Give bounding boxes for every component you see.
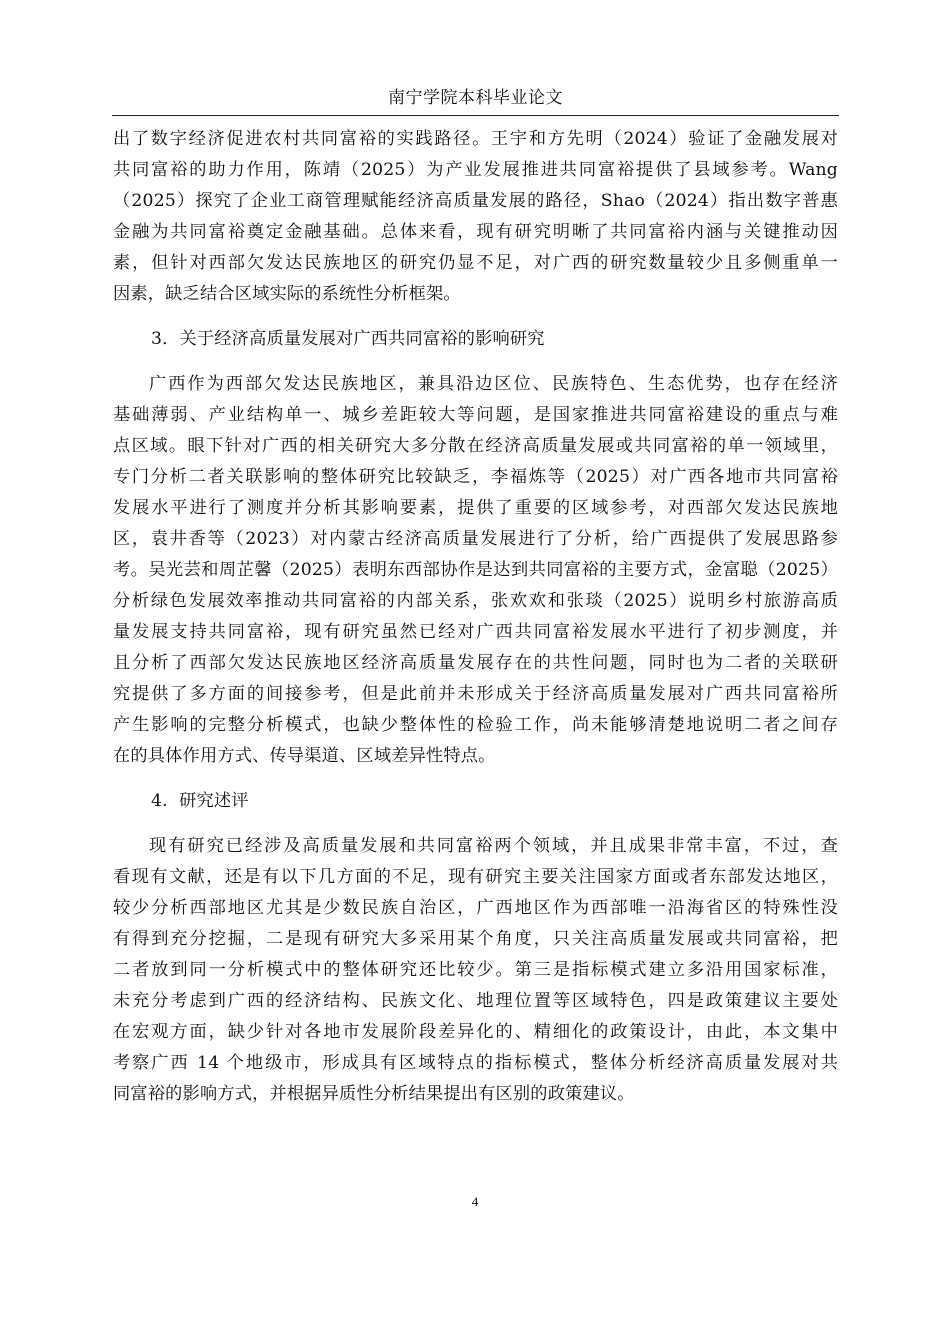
paragraph-line: 专门分析二者关联影响的整体研究比较缺乏，李福炼等（2025）对广西各地市共同富裕 [113, 467, 838, 487]
paragraph-line: 现有研究已经涉及高质量发展和共同富裕两个领域，并且成果非常丰富，不过，查 [149, 836, 838, 856]
paragraph-line: 点区域。眼下针对广西的相关研究大多分散在经济高质量发展或共同富裕的单一领域里， [113, 436, 838, 456]
paragraph-line: 素，但针对西部欠发达民族地区的研究仍显不足，对广西的研究数量较少且多侧重单一 [113, 253, 838, 273]
paragraph-line: （2025）探究了企业工商管理赋能经济高质量发展的路径，Shao（2024）指出数字普惠 [113, 191, 838, 211]
paragraph-line: 共同富裕的助力作用，陈靖（2025）为产业发展推进共同富裕提供了县域参考。Wang [113, 160, 838, 180]
paragraph-line: 有得到充分挖掘，二是现有研究大多采用某个角度，只关注高质量发展或共同富裕，把 [113, 929, 838, 949]
paragraph-line: 较少分析西部地区尤其是少数民族自治区，广西地区作为西部唯一沿海省区的特殊性没 [113, 898, 838, 918]
paragraph-line: 发展水平进行了测度并分析其影响要素，提供了重要的区域参考，对西部欠发达民族地 [113, 498, 838, 518]
paragraph-line: 基础薄弱、产业结构单一、城乡差距较大等问题，是国家推进共同富裕建设的重点与难 [113, 405, 838, 425]
paragraph-line: 看现有文献，还是有以下几方面的不足，现有研究主要关注国家方面或者东部发达地区， [113, 867, 838, 887]
section-heading-3: 3．关于经济高质量发展对广西共同富裕的影响研究 [151, 329, 545, 349]
page-number: 4 [471, 1194, 479, 1209]
paragraph-line: 且分析了西部欠发达民族地区经济高质量发展存在的共性问题，同时也为二者的关联研 [113, 653, 838, 673]
paragraph-line: 二者放到同一分析模式中的整体研究还比较少。第三是指标模式建立多沿用国家标准， [113, 960, 838, 980]
paragraph-line: 区，袁井香等（2023）对内蒙古经济高质量发展进行了分析，给广西提供了发展思路参 [113, 529, 838, 549]
header-divider [112, 115, 839, 116]
paragraph-line: 在的具体作用方式、传导渠道、区域差异性特点。 [113, 746, 496, 766]
paragraph-line: 考察广西 14 个地级市，形成具有区域特点的指标模式，整体分析经济高质量发展对共 [113, 1053, 838, 1073]
page-header-title: 南宁学院本科毕业论文 [388, 88, 563, 108]
paragraph-line: 量发展支持共同富裕，现有研究虽然已经对广西共同富裕发展水平进行了初步测度，并 [113, 622, 838, 642]
paragraph-line: 在宏观方面，缺少针对各地市发展阶段差异化的、精细化的政策设计，由此，本文集中 [113, 1022, 838, 1042]
paragraph-line: 金融为共同富裕奠定金融基础。总体来看，现有研究明晰了共同富裕内涵与关键推动因 [113, 222, 838, 242]
paragraph-line: 因素，缺乏结合区域实际的系统性分析框架。 [113, 284, 461, 304]
document-body [113, 124, 838, 1110]
paragraph-line: 同富裕的影响方式，并根据异质性分析结果提出有区别的政策建议。 [113, 1084, 635, 1104]
paragraph-line: 产生影响的完整分析模式，也缺少整体性的检验工作，尚未能够清楚地说明二者之间存 [113, 715, 838, 735]
paragraph-line: 未充分考虑到广西的经济结构、民族文化、地理位置等区域特色，四是政策建议主要处 [113, 991, 838, 1011]
paragraph-line: 分析绿色发展效率推动共同富裕的内部关系，张欢欢和张琰（2025）说明乡村旅游高质 [113, 591, 838, 611]
paragraph-line: 究提供了多方面的间接参考，但是此前并未形成关于经济高质量发展对广西共同富裕所 [113, 684, 838, 704]
paragraph-line: 出了数字经济促进农村共同富裕的实践路径。王宇和方先明（2024）验证了金融发展对 [113, 129, 838, 149]
section-heading-4: 4. 研究述评 [151, 791, 249, 811]
paragraph-line: 考。吴光芸和周芷馨（2025）表明东西部协作是达到共同富裕的主要方式，金富聪（2025） [113, 560, 838, 580]
paragraph-line: 广西作为西部欠发达民族地区，兼具沿边区位、民族特色、生态优势，也存在经济 [149, 374, 838, 394]
